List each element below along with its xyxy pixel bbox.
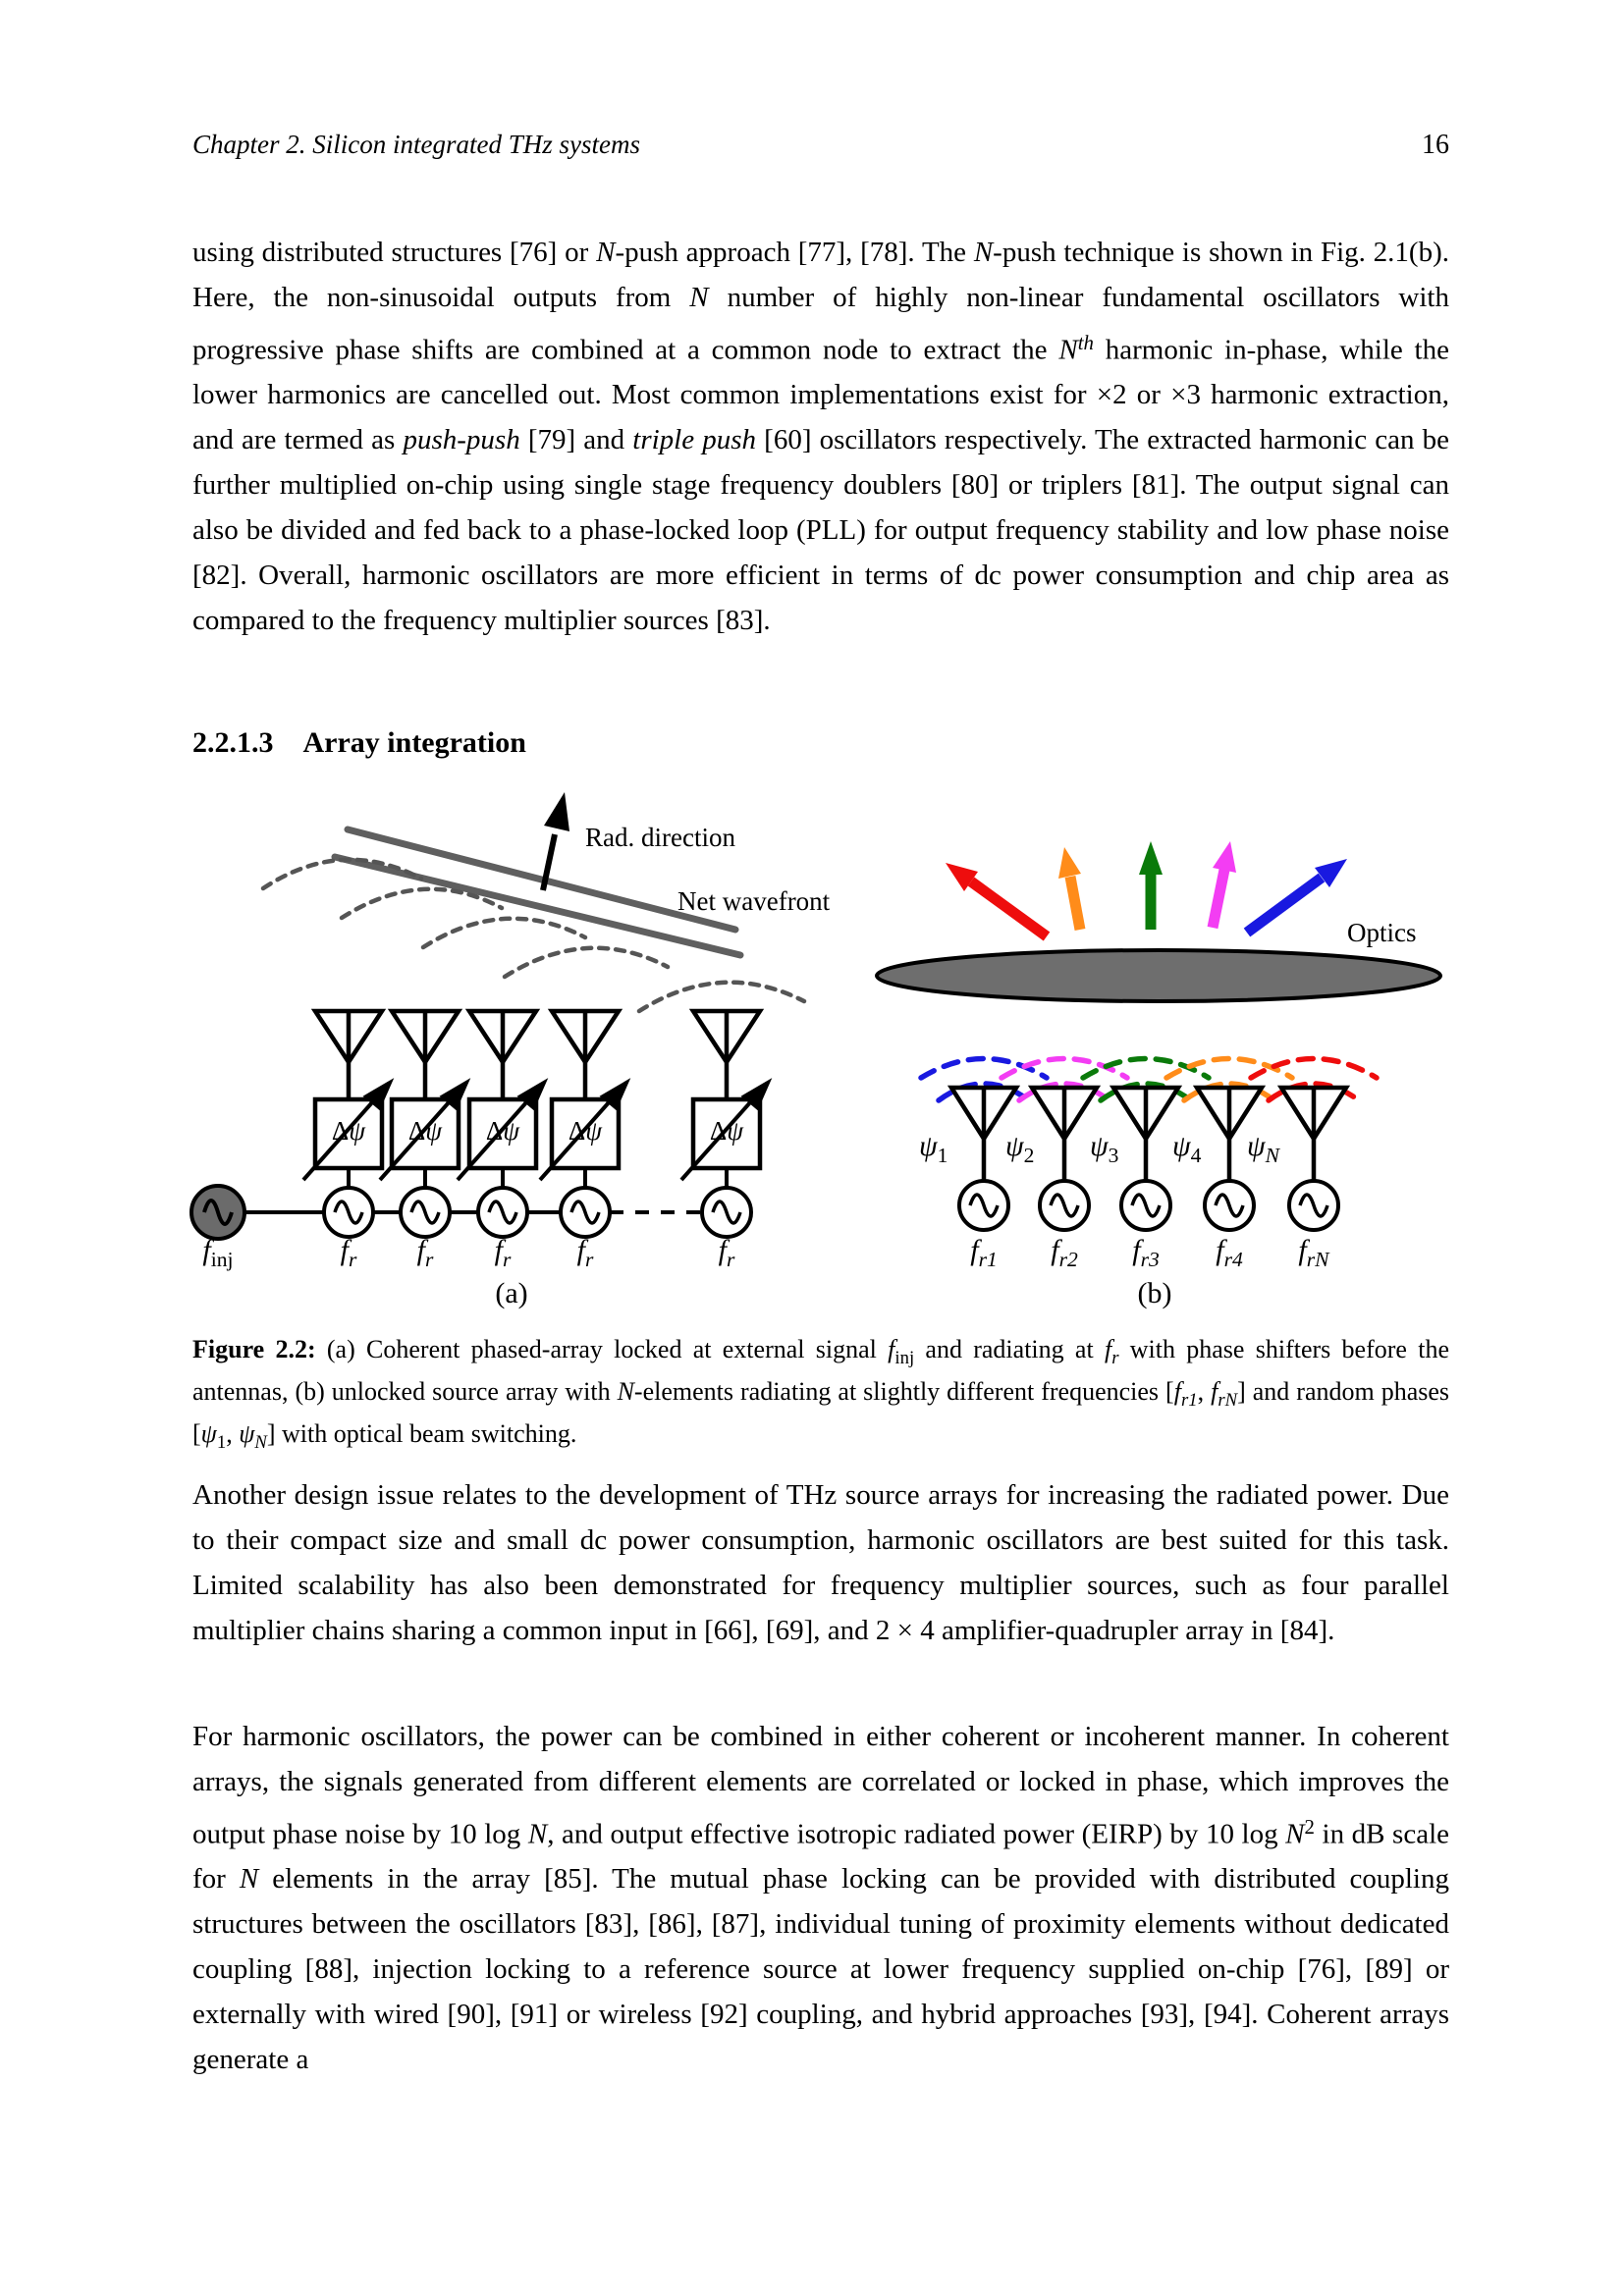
oscillator-icon — [1040, 1181, 1089, 1230]
antenna-icon — [1281, 1088, 1346, 1181]
f-inj-label: $f_{inj}$ — [202, 1234, 234, 1271]
antenna-icon — [392, 1011, 459, 1099]
f-r-label: $f_r$ — [718, 1234, 735, 1271]
rad-direction-label: Rad. direction — [585, 823, 735, 852]
box-oscillator-links — [349, 1168, 727, 1188]
antenna-icon — [1113, 1088, 1178, 1181]
beam-arrow-orange — [1058, 847, 1081, 930]
phase-shifter-label: Δψ — [407, 1116, 443, 1146]
f-r-label: $f_r$ — [416, 1234, 434, 1271]
f-rn-label: $f_{r3}$ — [1132, 1234, 1160, 1271]
beam-arrow-red — [946, 863, 1047, 936]
psi-label: $\psi_3$ — [1090, 1130, 1119, 1167]
oscillator-icon — [1205, 1181, 1254, 1230]
f-r-label: $f_r$ — [494, 1234, 512, 1271]
oscillator-icon — [1289, 1181, 1338, 1230]
beam-arrow-magenta — [1213, 841, 1236, 928]
section-heading — [192, 726, 1449, 760]
psi-label: $\psi_N$ — [1247, 1130, 1280, 1167]
oscillator-icon — [702, 1188, 751, 1237]
antenna-icon — [1032, 1088, 1097, 1181]
f-r-label: $f_r$ — [576, 1234, 594, 1271]
paragraph-1: using distributed structures [76] or N-push approach [77], [78]. The N-push technique is shown in Fig. 2.1(b). Here, the non-sinusoidal outputs from N number of highly non-linear fundamental oscillators with progressive phase shifts are combined at a common node to extract the $N^{th}$ harmonic in-phase, while the lower harmonics are cancelled out. Most common implementations exist for ×2 or ×3 harmonic extraction, and are termed as push-push [79] and triple push [60] oscillators respectively. The extracted harmonic can be further multiplied on-chip using single stage frequency doublers [80] or triplers [81]. The output signal can also be divided and fed back to a phase-locked loop (PLL) for output frequency stability and low phase noise [82]. Overall, harmonic oscillators are more efficient in terms of dc power consumption and chip area as compared to the frequency multiplier sources [83]. — [192, 237, 1449, 637]
paragraph-3: For harmonic oscillators, the power can be combined in either coherent or incoherent manner. In coherent arrays, the signals generated from different elements are correlated or locked in phase, which improves the output phase noise by 10 log N, and output effective isotropic radiated power (EIRP) by 10 $\log N^2$ in dB scale for N elements in the array [85]. The mutual phase locking can be provided with distributed coupling structures between the oscillators [83], [86], [87], individual tuning of proximity elements without dedicated coupling [88], injection locking to a reference source at lower frequency supplied on-chip [76], [89] or externally with wired [90], [91] or wireless [92] coupling, and hybrid approaches [93], [94]. Coherent arrays generate a — [192, 1721, 1450, 2076]
phase-shifter-label: Δψ — [568, 1116, 603, 1146]
beam-arrow-blue — [1247, 859, 1347, 933]
page-header-chapter: Chapter 2. Silicon integrated THz systems — [192, 130, 640, 159]
section-number: 2.2.1.3 — [192, 726, 274, 759]
oscillator-icon — [324, 1188, 373, 1237]
oscillator-icon — [959, 1181, 1008, 1230]
paragraph-2: Another design issue relates to the development of THz source arrays for increasing the radiated power. Due to their compact size and small dc power consumption, harmonic oscillators are best suited for this task. Limited scalability has also been demonstrated for frequency multiplier sources, such as four parallel multiplier chains sharing a common input in [66], [69], and 2 × 4 amplifier-quadrupler array in [84]. — [192, 1479, 1449, 1646]
oscillator-row-b — [959, 1181, 1338, 1230]
antenna-icon — [315, 1011, 382, 1099]
psi-label: $\psi_2$ — [1005, 1130, 1035, 1167]
optics-label: Optics — [1347, 918, 1417, 947]
page-number: 16 — [1422, 130, 1449, 160]
f-r-label: $f_r$ — [340, 1234, 357, 1271]
phase-shifter-label: Δψ — [485, 1116, 520, 1146]
psi-label: $\psi_4$ — [1172, 1130, 1202, 1167]
injection-source-icon — [191, 1186, 244, 1239]
figure-caption: Figure 2.2: (a) Coherent phased-array locked at external signal $f_{inj}$ and radiating at $f_r$ with phase shifters before the antennas, (b) unlocked source array with N-elements radiating at slightly different frequencies [$f_{r1}$, $f_{rN}$] and random phases [$\psi_1$, $\psi_N$] with optical beam switching. — [192, 1335, 1450, 1453]
psi-label: $\psi_1$ — [919, 1130, 948, 1167]
radiation-direction-arrow — [543, 792, 569, 890]
section-title: Array integration — [302, 726, 526, 759]
figure-2-2 — [0, 780, 1624, 1330]
antenna-icon — [469, 1011, 536, 1099]
oscillator-icon — [561, 1188, 610, 1237]
f-rn-label: $f_{r4}$ — [1216, 1234, 1243, 1271]
subfigure-b-label: (b) — [1137, 1277, 1172, 1309]
subfigure-a-label: (a) — [495, 1277, 528, 1309]
net-wavefront-label: Net wavefront — [677, 886, 831, 916]
oscillator-icon — [401, 1188, 450, 1237]
phase-shifter-label: Δψ — [331, 1116, 366, 1146]
f-rn-label: $f_{r2}$ — [1051, 1234, 1078, 1271]
element-wavefront-arcs — [263, 860, 804, 1011]
antenna-icon — [552, 1011, 619, 1099]
phase-shifter-label: Δψ — [709, 1116, 744, 1146]
optics-lens — [877, 950, 1440, 1001]
f-rn-label: $f_{rN}$ — [1298, 1234, 1329, 1271]
beam-arrow-green — [1139, 841, 1163, 930]
antenna-icon — [693, 1011, 760, 1099]
oscillator-icon — [1121, 1181, 1170, 1230]
oscillator-icon — [478, 1188, 527, 1237]
f-rn-label: $f_{r1}$ — [970, 1234, 998, 1271]
